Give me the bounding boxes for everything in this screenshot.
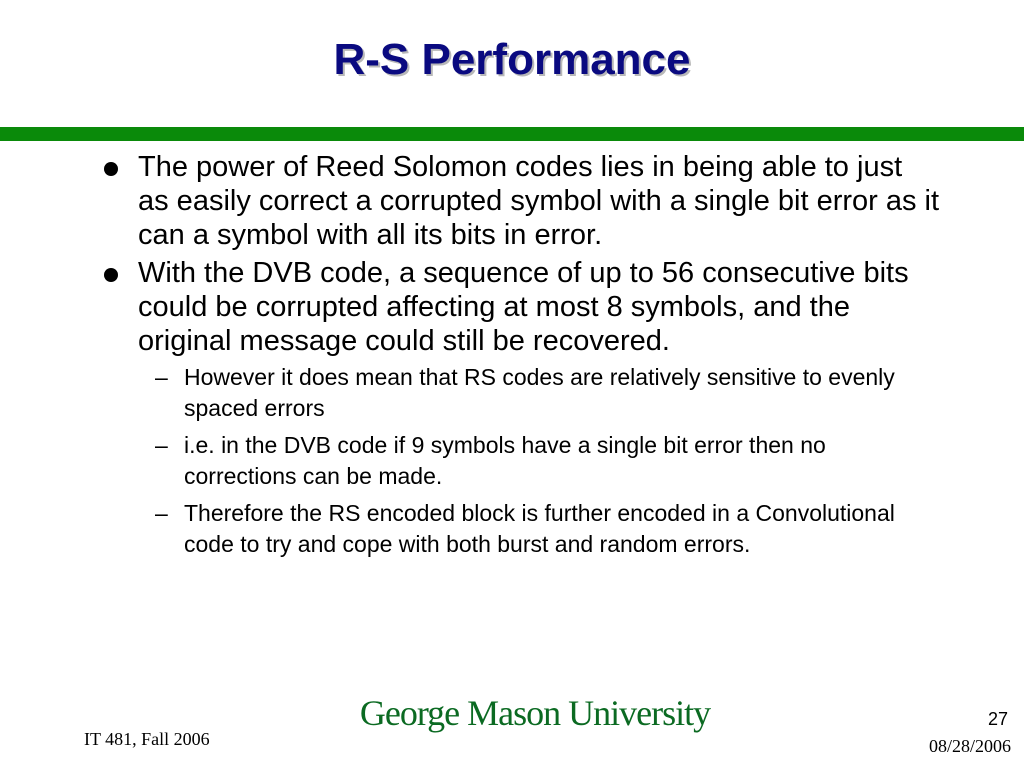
dash-marker-icon: –: [155, 500, 168, 526]
bullet-dot-icon: [104, 162, 118, 176]
bullet-dot-icon: [104, 268, 118, 282]
slide-title: R-S Performance: [333, 35, 691, 84]
sub-bullet-item: [138, 362, 940, 424]
bullet-list: [100, 150, 940, 566]
bullet-text: The power of Reed Solomon codes lies in being able to just as easily correct a corrupted symbol with a single bit error as it can a symbol with all its bits in error.: [138, 151, 940, 251]
bullet-item: [100, 256, 940, 560]
title-divider-bar: [0, 127, 1024, 141]
sub-bullet-list: [138, 362, 940, 560]
sub-bullet-text: However it does mean that RS codes are relatively sensitive to evenly spaced errors: [184, 364, 895, 421]
date-label: 08/28/2006: [928, 736, 1011, 756]
sub-bullet-item: [138, 430, 940, 492]
university-logo: George Mason University: [359, 693, 711, 733]
sub-bullet-text: Therefore the RS encoded block is further encoded in a Convolutional code to try and cope with both burst and random errors.: [184, 500, 895, 557]
page-number: 27: [987, 709, 1008, 729]
course-label: IT 481, Fall 2006: [84, 729, 210, 749]
dash-marker-icon: –: [155, 432, 168, 458]
sub-bullet-item: [138, 498, 940, 560]
bullet-text: With the DVB code, a sequence of up to 56 consecutive bits could be corrupted affecting at most 8 symbols, and the original message could still be recovered.: [138, 257, 909, 357]
dash-marker-icon: –: [155, 364, 168, 390]
bullet-item: [100, 150, 940, 252]
sub-bullet-text: i.e. in the DVB code if 9 symbols have a single bit error then no corrections can be made.: [184, 432, 826, 489]
